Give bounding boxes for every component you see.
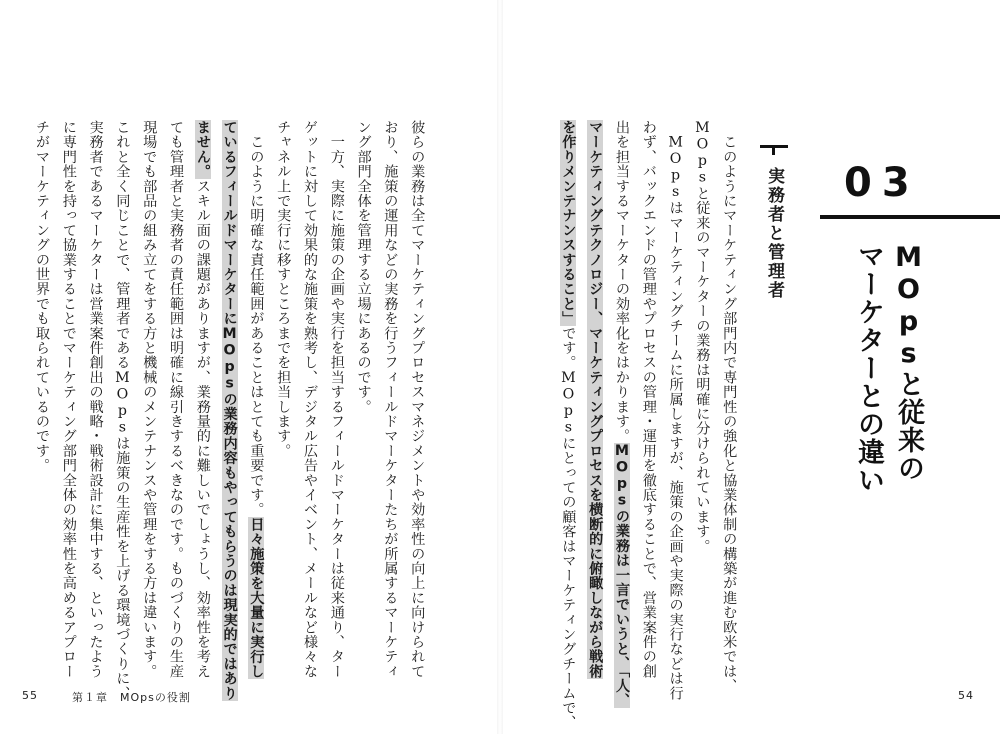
section-title-line-2: マーケターとの違い [853, 242, 884, 494]
left-column-13 [88, 120, 102, 679]
body-text: ゲットに対して効果的な施策を熟考し、デジタル広告やイベント、メールなど様々な [302, 120, 318, 679]
highlighted-text: ているフィールドマーケターにMOpsの業務内容もやってもらうのは現実的ではあり [221, 120, 238, 701]
section-title-line-1: MOpsと従来の [893, 242, 924, 482]
right-column-6 [588, 120, 602, 679]
left-column-15 [35, 120, 49, 473]
highlighted-text: マーケティングテクノロジー、マーケティングプロセスを横断的に俯瞰しながら戦術 [587, 120, 604, 679]
highlighted-text: MOpsの業務は一言でいうと、「人、 [614, 443, 630, 709]
left-column-5 [303, 120, 317, 679]
body-text: 出を担当するマーケターの効率化をはかります。 [614, 120, 630, 444]
page-number-right: 54 [958, 689, 974, 702]
body-text: チがマーケティングの世界でも取られているのです。 [34, 120, 50, 473]
body-text: 実務者であるマーケターは営業案件創出の戦略・戦術設計に集中する、といったよう [87, 120, 104, 679]
right-column-5 [615, 120, 629, 708]
left-column-10 [169, 120, 183, 679]
right-column-4 [642, 120, 656, 679]
page-gutter [497, 0, 503, 734]
body-text: このようにマーケティング部門内で専門性の強化と協業体制の構築が進む欧米では、 [721, 120, 738, 694]
left-column-12 [115, 120, 129, 701]
body-text: 彼らの業務は全てマーケティングプロセスマネジメントや効率性の向上に向けられて [409, 120, 426, 679]
body-text: 現場でも部品の組み立てをする方と機械のメンテナンスや管理をする方は違います。 [141, 120, 158, 679]
running-head: 第１章 MOpsの役割 [72, 691, 191, 704]
body-text: MOpsと従来のマーケターの業務は明確に分けられています。 [694, 120, 711, 554]
left-column-8 [222, 120, 236, 701]
body-text: おり、施策の運用などの実務を行うフィールドマーケターたちが所属するマーケティ [382, 120, 399, 679]
body-text: ても管理者と実務者の責任範囲は明確に線引きするべきなのです。ものづくりの生産 [168, 120, 184, 679]
body-text: ング部門全体を管理する立場にあるのです。 [355, 120, 372, 414]
body-text: わず、バックエンドの管理やプロセスの管理・運用を徹底することで、営業案件の創 [640, 120, 657, 679]
section-number: 03 [844, 160, 920, 206]
left-column-9 [196, 120, 210, 679]
right-column-2 [695, 120, 709, 554]
highlighted-text: 日々施策を大量に実行し [248, 516, 265, 679]
body-text: このように明確な責任範囲があることはとても重要です。 [248, 120, 265, 517]
left-column-7 [249, 120, 263, 679]
body-text: です。MOpsにとっての顧客はマーケティングチームで、 [560, 325, 577, 730]
left-column-1 [410, 120, 424, 679]
body-text: に専門性を持って協業することでマーケティング部門全体の効率性を高めるアプロー [60, 120, 77, 679]
body-text: MOpsはマーケティングチームに所属しますが、施策の企画や実際の実行などは行 [667, 120, 684, 701]
body-text: スキル面の課題がありますが、業務量的に難しいでしょうし、効率性を考え [194, 178, 211, 679]
body-text: チャネル上で実行に移すところまでを担当します。 [275, 120, 292, 459]
right-column-3 [668, 120, 682, 701]
left-column-4 [330, 120, 344, 679]
highlighted-text: を作りメンテナンスすること」 [560, 120, 577, 326]
left-column-6 [276, 120, 290, 458]
highlighted-text: ません。 [194, 120, 211, 179]
subheading-bracket-tick [772, 145, 775, 155]
right-column-1 [722, 120, 736, 693]
page-number-left: 55 [22, 689, 38, 702]
right-column-7 [561, 120, 575, 730]
section-rule [820, 215, 1000, 219]
subheading: 実務者と管理者 [764, 167, 784, 300]
body-text: 一方、実際に施策の企画や実行を担当するフィールドマーケターは従来通り、ター [328, 120, 345, 679]
left-column-11 [142, 120, 156, 679]
left-column-2 [383, 120, 397, 679]
left-column-14 [62, 120, 76, 679]
body-text: これと全く同じことで、管理者であるMOpsは施策の生産性を上げる環境づくりに、 [114, 120, 131, 701]
left-column-3 [356, 120, 370, 414]
